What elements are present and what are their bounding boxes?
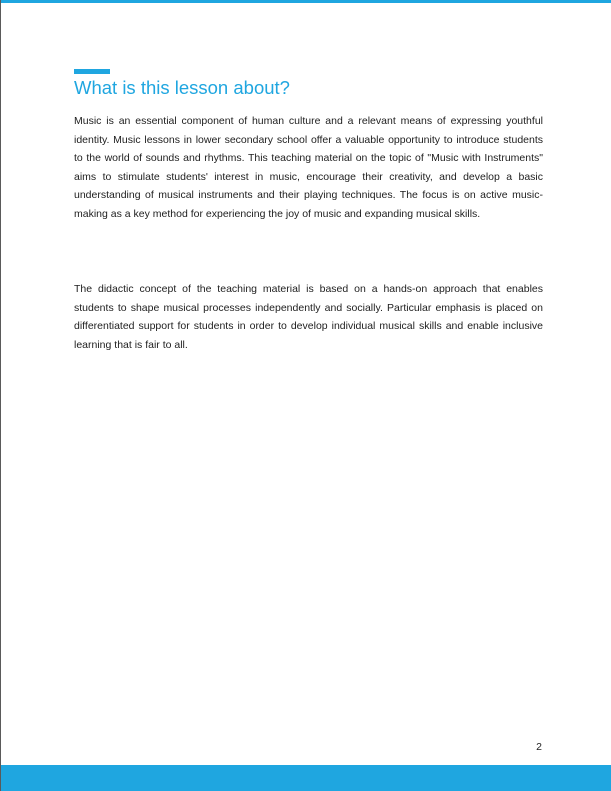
- footer-band: [1, 765, 611, 791]
- top-accent-rule: [1, 0, 611, 3]
- heading-accent-bar: [74, 69, 110, 74]
- page-number: 2: [536, 741, 542, 753]
- concept-paragraph: The didactic concept of the teaching material is based on a hands-on approach that enables students to shape musical processes independently and socially. Particular emphasis is placed on differentiated support for students in order to develop individual musical skills and enable inclusive learning that is fair to all.: [74, 283, 543, 351]
- intro-paragraph: Music is an essential component of human culture and a relevant means of expressing youthful identity. Music lessons in lower secondary school offer a valuable opportunity to introduce students to the world of sounds and rhythms. This teaching material on the topic of "Music with Instruments" aims to stimulate students' interest in music, encourage their creativity, and develop a basic understanding of musical instruments and their playing techniques. The focus is on active music-making as a key method for experiencing the joy of music and expanding musical skills.: [74, 115, 543, 220]
- section-heading: What is this lesson about?: [74, 77, 290, 98]
